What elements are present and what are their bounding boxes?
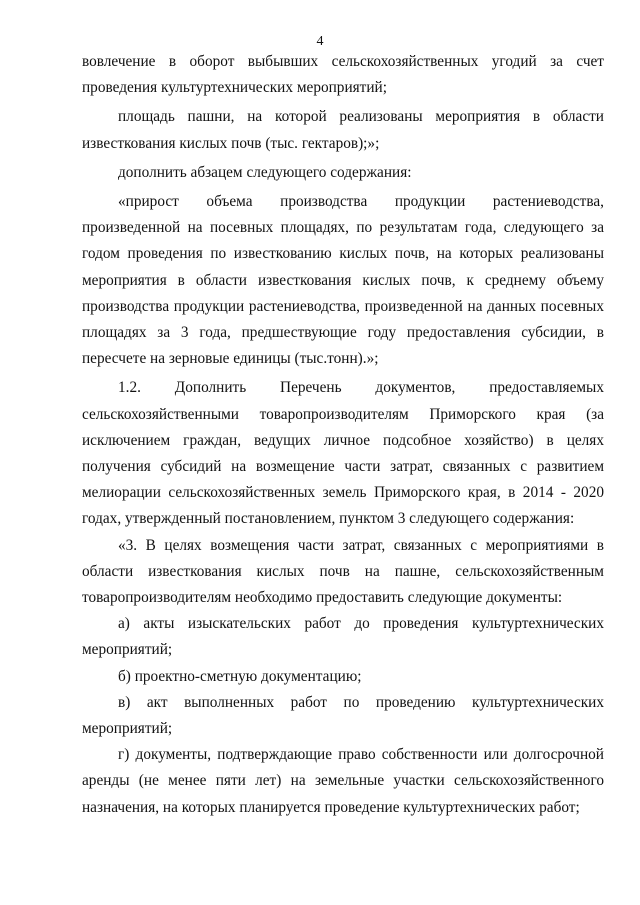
list-item-b: б) проектно-сметную документацию; <box>118 667 362 685</box>
list-item-a: а) акты изыскательских работ до проведения культуртехнических мероприятий; <box>82 615 604 659</box>
document-body <box>82 49 604 821</box>
list-item-v: в) акт выполненных работ по проведению культуртехнических мероприятий; <box>82 693 604 738</box>
paragraph-involvement: вовлечение в оборот выбывших сельскохозяйственных угодий за счет проведения культуртехнических мероприятий; <box>82 53 604 97</box>
paragraph-item-3: «3. В целях возмещения части затрат, связанных с мероприятиями в области известкования кислых почв на пашне, сельскохозяйственным товаропроизводителям необходимо предоставить следующие документы: <box>82 536 604 607</box>
paragraph-production-growth: «прирост объема производства продукции растениеводства, произведенной на посевных площадях, по результатам года, следующего за годом проведения по известкованию кислых почв, на которых реализованы мероприятия в области известкования кислых почв, к среднему объему производства продукции растениеводства, произведенной на данных посевных площадях за 3 года, предшествующие году предоставления субсидии, в пересчете на зерновые единицы (тыс.тонн).»; <box>82 193 604 368</box>
list-item-g: г) документы, подтверждающие право собственности или долгосрочной аренды (не менее пяти лет) на земельные участки сельскохозяйственного назначения, на которых планируется проведение культуртехнических работ; <box>82 746 604 816</box>
paragraph-arable-area: площадь пашни, на которой реализованы мероприятия в области известкования кислых почв (тыс. гектаров);»; <box>82 108 604 152</box>
page-number: 4 <box>316 34 324 49</box>
paragraph-1-2: 1.2. Дополнить Перечень документов, предоставляемых сельскохозяйственными товаропроизводителям Приморского края (за исключением граждан, ведущих личное подсобное хозяйство) в целях получения субсидий на возмещение части затрат, связанных с развитием мелиорации сельскохозяйственных земель Приморского края, в 2014 - 2020 годах, утвержденный постановлением, пунктом 3 следующего содержания: <box>82 379 604 528</box>
paragraph-add-clause: дополнить абзацем следующего содержания: <box>118 163 412 181</box>
